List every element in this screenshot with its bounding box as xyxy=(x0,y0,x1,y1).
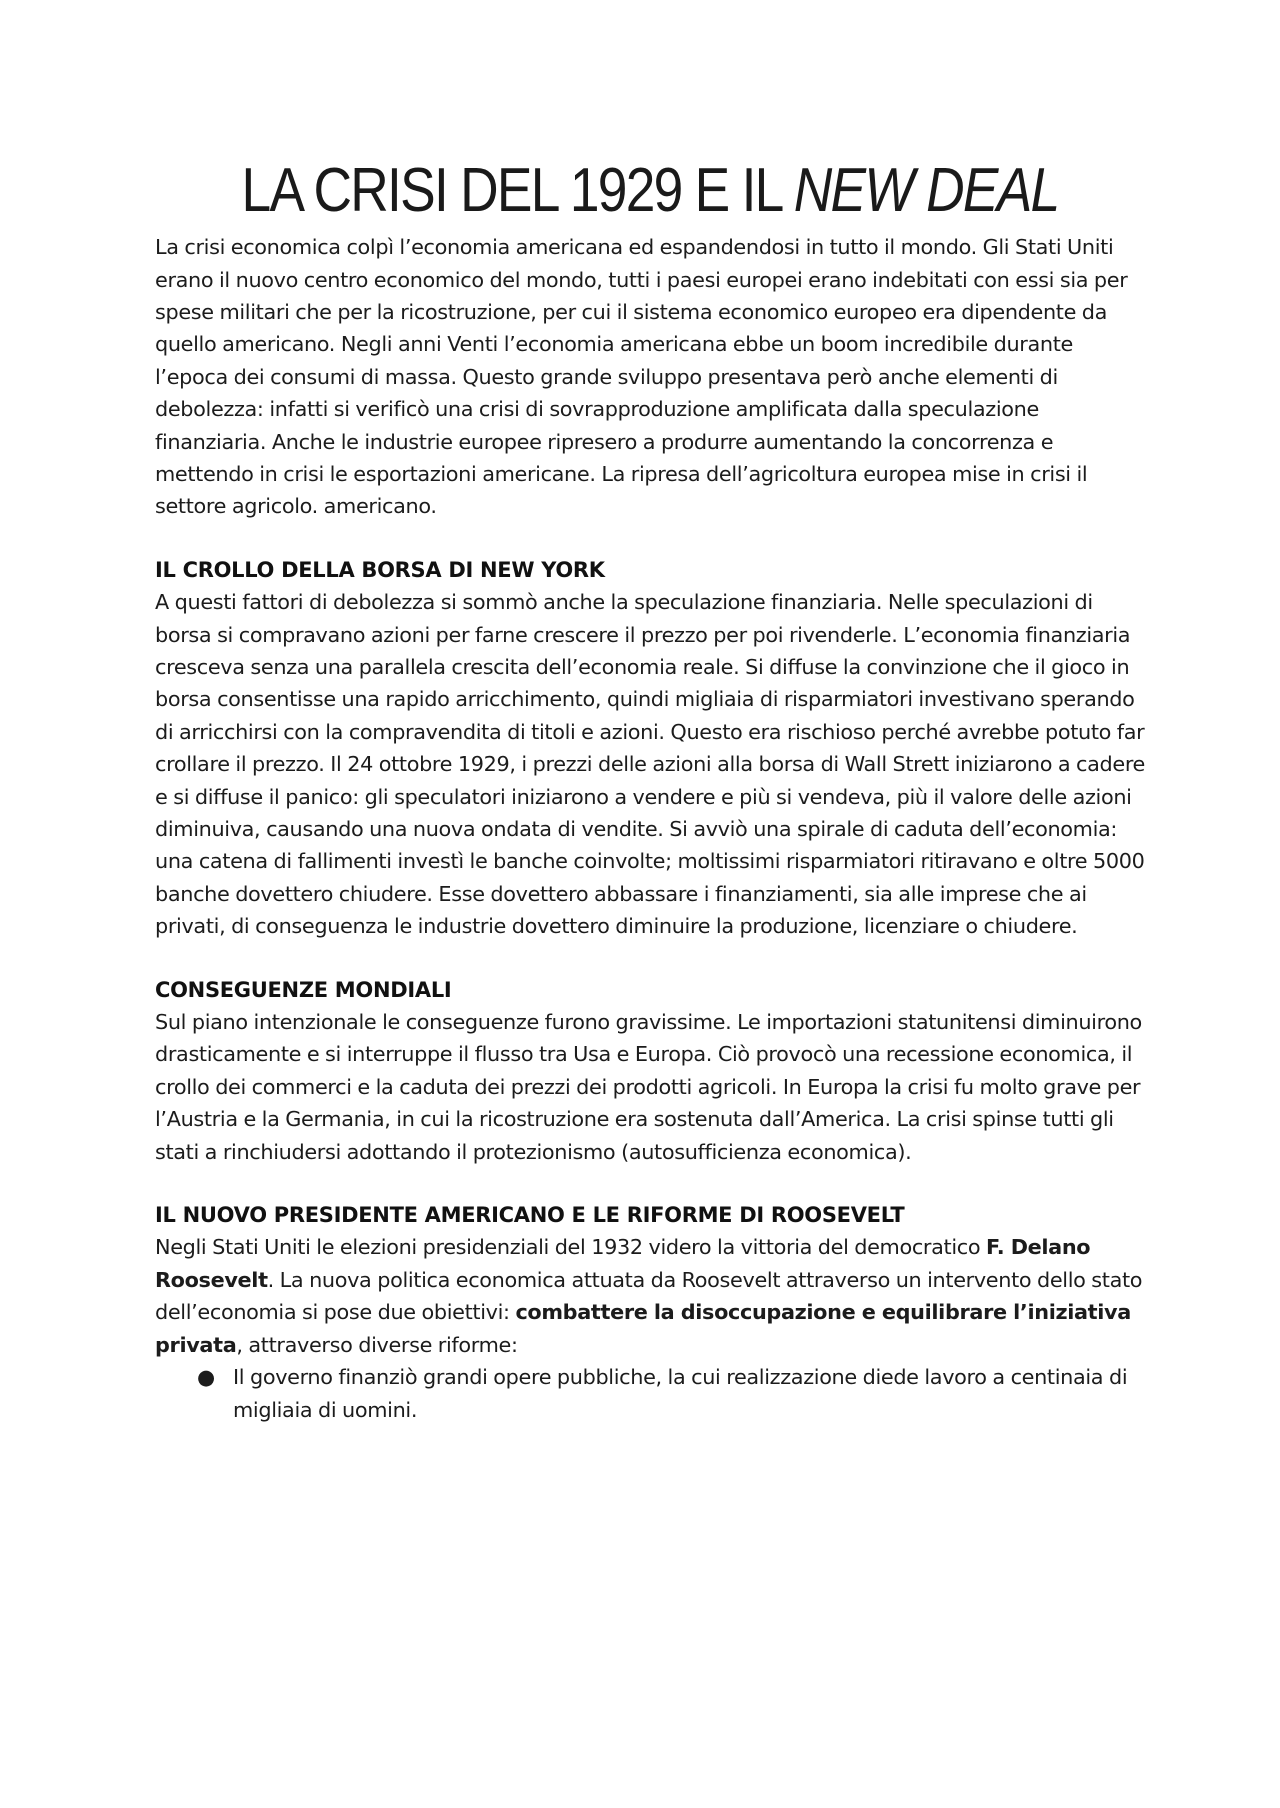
roosevelt-text-2: . La nuova politica economica attuata da Roosevelt attraverso un intervento dello stato dell’economia si pose due obiettivi: xyxy=(155,1267,1143,1325)
reform-list xyxy=(155,1361,1145,1426)
document-page xyxy=(155,158,1145,1426)
title-main: LA CRISI DEL 1929 E IL xyxy=(241,156,794,225)
page-title xyxy=(224,158,1075,223)
section-body-roosevelt xyxy=(155,1231,1145,1361)
section-heading-roosevelt: IL NUOVO PRESIDENTE AMERICANO E LE RIFORME DI ROOSEVELT xyxy=(155,1203,905,1228)
section-heading-conseguenze: CONSEGUENZE MONDIALI xyxy=(155,977,452,1002)
title-italic: NEW DEAL xyxy=(793,156,1059,225)
section-conseguenze xyxy=(155,974,1145,1168)
bullet-icon: ● xyxy=(197,1365,215,1390)
section-crollo xyxy=(155,554,1145,943)
roosevelt-text-3: , attraverso diverse riforme: xyxy=(236,1332,518,1357)
intro-paragraph: La crisi economica colpì l’economia americana ed espandendosi in tutto il mondo. Gli Stati Uniti erano il nuovo centro economico del mondo, tutti i paesi europei erano indebitati con essi sia per spese militari che per la ricostruzione, per cui il sistema economico europeo era dipendente da quello americano. Negli anni Venti l’economia americana ebbe un boom incredibile durante l’epoca dei consumi di massa. Questo grande sviluppo presentava però anche elementi di debolezza: infatti si verificò una crisi di sovrapproduzione amplificata dalla speculazione finanziaria. Anche le industrie europee ripresero a produrre aumentando la concorrenza e mettendo in crisi le esportazioni americane. La ripresa dell’agricoltura europea mise in crisi il settore agricolo. americano. xyxy=(155,235,1128,519)
section-body-conseguenze: Sul piano intenzionale le conseguenze furono gravissime. Le importazioni statunitensi diminuirono drasticamente e si interruppe il flusso tra Usa e Europa. Ciò provocò una recessione economica, il crollo dei commerci e la caduta dei prezzi dei prodotti agricoli. In Europa la crisi fu molto grave per l’Austria e la Germania, in cui la ricostruzione era sostenuta dall’America. La crisi spinse tutti gli stati a rinchiudersi adottando il protezionismo (autosufficienza economica). xyxy=(155,1010,1142,1164)
section-body-crollo: A questi fattori di debolezza si sommò anche la speculazione finanziaria. Nelle speculazioni di borsa si compravano azioni per farne crescere il prezzo per poi rivenderle. L’economia finanziaria cresceva senza una parallela crescita dell’economia reale. Si diffuse la convinzione che il gioco in borsa consentisse una rapido arricchimento, quindi migliaia di risparmiatori investivano sperando di arricchirsi con la compravendita di titoli e azioni. Questo era rischioso perché avrebbe potuto far crollare il prezzo. Il 24 ottobre 1929, i prezzi delle azioni alla borsa di Wall Strett iniziarono a cadere e si diffuse il panico: gli speculatori iniziarono a vendere e più si vendeva, più il valore delle azioni diminuiva, causando una nuova ondata di vendite. Si avviò una spirale di caduta dell’economia: una catena di fallimenti investì le banche coinvolte; moltissimi risparmiatori ritiravano e oltre 5000 banche dovettero chiudere. Esse dovettero abbassare i finanziamenti, sia alle imprese che ai privati, di conseguenza le industrie dovettero diminuire la produzione, licenziare o chiudere. xyxy=(155,590,1146,939)
section-heading-crollo: IL CROLLO DELLA BORSA DI NEW YORK xyxy=(155,557,605,582)
roosevelt-text-1: Negli Stati Uniti le elezioni presidenziali del 1932 videro la vittoria del democratico xyxy=(155,1235,986,1260)
roosevelt-name: F. Delano Roosevelt xyxy=(155,1235,1091,1292)
roosevelt-objectives: combattere la disoccupazione e equilibrare l’iniziativa privata xyxy=(155,1300,1131,1357)
section-roosevelt xyxy=(155,1199,1145,1426)
list-item xyxy=(197,1361,1145,1426)
list-item-text: Il governo finanziò grandi opere pubbliche, la cui realizzazione diede lavoro a centinaia di migliaia di uomini. xyxy=(233,1365,1128,1422)
